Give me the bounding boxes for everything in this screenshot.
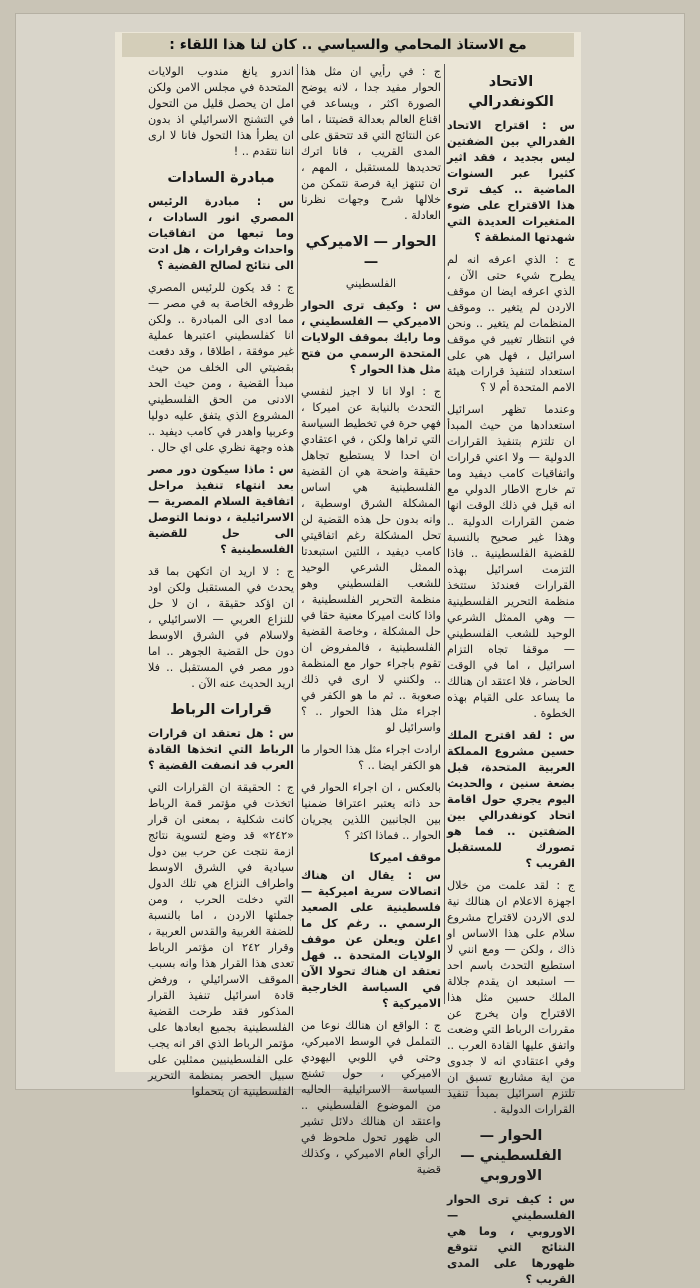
question: س : مبادرة الرئيس المصري انور السادات ، وما تبعها من اتفاقيات واحداث وقرارات ، هل ادت الى نتائج لصالح القضية ؟	[148, 195, 294, 272]
answer: ج : الذي اعرفه انه لم يطرح شيء حتى الآن ، الذي اعرفه ايضا ان موقف الاردن لم يتغير .. وموقف المنظمات لم يتغير .. ونحن في انتظار تغيير في موقف اسرائيل ، فهل هي على استعداد لتنفيذ قرارات هيئة الامم المتحدة أم لا ؟	[447, 253, 575, 394]
article-headline: مع الاستاذ المحامي والسياسي .. كان لنا هذا اللقاء :	[122, 33, 574, 57]
question: س : يقال ان هناك اتصالات سرية اميركية — فلسطينية على الصعيد الرسمي .. رغم كل ما اعلن ويعلن عن موقف الولايات المتحدة .. فهل تعتقد ان هناك تحولا الآن في السياسة الخارجية الاميركية ؟	[301, 869, 441, 1010]
column-left	[148, 64, 294, 1098]
question: س : اقتراح الاتحاد الفدرالي بين الضفتين ليس بجديد ، فقد اثير كثيرا عبر السنوات الماضية .. كيف ترى هذا الاقتراح على ضوء المتغيرات العديدة التي شهدتها المنطقة ؟	[447, 119, 575, 244]
column-middle	[301, 64, 441, 1176]
answer: ج : لقد علمت من خلال اجهزة الاعلام ان هنالك نية لدى الاردن لاقتراح مشروع سلام على هذا الاساس او ذاك ، ولكن — ومع انني لا استطيع التحدث باسم احد — استبعد ان يقدم جلالة الملك حسين مثل هذا الاقتراح وان يخرج عن مقررات الرباط التي وضعت واتفق عليها القادة العرب .. وفي اعتقادي انه لا جدوى من اية مشاريع تسبق ان تلتزم اسرائيل بمبدأ تنفيذ القرارات الدولية .	[447, 879, 575, 1116]
answer: ج : اولا انا لا اجيز لنفسي التحدث بالنيابة عن اميركا ، فهي حرة في تخطيط السياسة التي تراها ولكن ، في اعتقادي ان احدا لا يستطيع تجاهل حقيقة واضحة هي ان القضية الفلسطينية هي اساس المشكلة الشرق اوسطية ، وانه بدون حل هذه القضية لن تحل المشكلة رغم اتفاقيتي كامب ديفيد ، اللتين استبعدتا الممثل الشرعي الوحيد للشعب الفلسطيني وهو منظمة التحرير الفلسطينية ، واذا كانت اميركا معنية حقا في حل المشكلة ، وخاصة القضية الفلسطينية ، فالمفروض ان تقوم باجراء حوار مع المنظمة .. ولكنني لا ارى في ذلك صعوبة .. ثم ما هو الكفر في اجراء مثل هذا الحوار .. ؟ واسرائيل لو	[301, 385, 441, 734]
answer: ج : قد يكون للرئيس المصري ظروفه الخاصة به في مصر — مما ادى الى المبادرة .. ولكن انا كفلسطيني اعتبرها عملية غير موفقة ، اطلاقا ، وقد دفعت بقضيتي الى الخلف من حيث مبدأ القضية ، ومن حيث الحد الادنى من الحق الفلسطيني المشروع الذي يتفق عليه دوليا وعربيا واهدر في كامب ديفيد .. هذه وجهة نظري على اي حال .	[148, 281, 294, 454]
answer: ج : الحقيقة ان القرارات التي اتخذت في مؤتمر قمة الرباط كانت شكلية ، بمعنى ان قرار «٢٤٢» قد وضع لتسوية نتائج ازمة نتجت عن حرب بين دول سيادية في الشرق الاوسط واطراف النزاع هي تلك الدول التي دخلت الحرب ، ومن جملتها الاردن ، اما بالنسبة للضفة الغربية والقدس العربية ، وقرار ٢٤٢ ان مؤتمر الرباط تعدى هذا القرار هذا وانه بسبب الموقف الاسرائيلي ، ورفض قادة اسرائيل تنفيذ القرار المذكور فقد طرحت القضية الفلسطينية بجميع ابعادها على مؤتمر الرباط الذي اقر انه يجب على الفلسطينيين ممثلين على سبيل الحصر بمنظمة التحرير الفلسطينية ان يتحملوا	[148, 781, 294, 1098]
section-heading: الاتحاد الكونفدرالي	[468, 74, 554, 110]
answer: ج : لا اريد ان اتكهن بما قد يحدث في المستقبل ولكن اود ان اؤكد حقيقة ، ان لا حل للنزاع العربي — الاسرائيلي ، ولاسلام في الشرق الاوسط دون حل القضية الجوهر .. اما دور مصر في المستقبل .. فلا اريد الحديث عنه الآن .	[148, 565, 294, 690]
answer: بالعكس ، ان اجراء الحوار في حد ذاته يعتبر اعترافا ضمنيا بين الجانبين اللذين يجريان الحوار .. فماذا اكثر ؟	[301, 781, 441, 842]
answer: ج : في رأيي ان مثل هذا الحوار مفيد جدا ، لانه يوضح الصورة اكثر ، ويساعد في اقناع العالم بعدالة قضيتنا ، اما عن النتائج التي قد تتحقق على المدى القريب ، فانا اترك تحديدها للمستقبل ، المهم ، ان تنتهز اية فرصة نتمكن من خلالها شرح وجهات نظرنا العادلة .	[301, 65, 441, 222]
answer: ارادت اجراء مثل هذا الحوار ما هو الكفر ايضا .. ؟	[301, 743, 441, 772]
answer: ج : الواقع ان هنالك نوعا من التململ في الوسط الاميركي، وحتى في اللوبي اليهودي الاميركي ، حول تشنج السياسة الاسرائيلية الحاليه من الموضوع الفلسطيني .. واعتقد ان هنالك دلائل تشير الى ظهور تحول ملحوظ في الرأي العام الاميركي ، وكذلك قضية	[301, 1019, 441, 1176]
column-rule	[297, 64, 298, 984]
section-heading: الحوار — الفلسطيني — الاوروبي	[460, 1128, 562, 1184]
column-right	[447, 64, 575, 1286]
column-rule	[444, 64, 445, 1004]
section-label: موقف اميركا	[369, 851, 441, 864]
section-subheading: الفلسطيني	[345, 277, 397, 290]
section-heading: مبادرة السادات	[167, 170, 275, 186]
section-heading: الحوار — الاميركي —	[305, 234, 437, 270]
question: س : ماذا سيكون دور مصر بعد انتهاء تنفيذ مراحل اتفاقية السلام المصرية — الاسرائيلية ، دونما التوصل الى حل للقضية الفلسطينية ؟	[148, 463, 294, 556]
question: س : هل تعتقد ان قرارات الرباط التي اتخذها القادة العرب قد انصفت القضية ؟	[148, 727, 294, 772]
question: س : لقد اقترح الملك حسين مشروع المملكة العربية المتحدة، قبل بضعة سنين ، والحديث اليوم يجري حول اقامة اتحاد كونفدرالي بين الضفتين .. فما هو تصورك للمستقبل القريب ؟	[447, 729, 575, 870]
section-heading: قرارات الرباط	[170, 702, 272, 718]
question: س : وكيف ترى الحوار الاميركي — الفلسطيني ، وما رايك بموقف الولايات المتحدة الرسمي من فتح مثل هذا الحوار ؟	[301, 299, 441, 376]
question: س : كيف ترى الحوار الفلسطيني — الاوروبي ، وما هي النتائج التي تتوقع ظهورها على المدى القريب ؟	[447, 1193, 575, 1286]
answer: وعندما تظهر اسرائيل استعدادها من حيث المبدأ ان تلتزم بتنفيذ القرارات الدولية — ولا اعني قرارات واتفاقيات كامب ديفيد وما تم خارج الاطار الدولي مع انه قيل في ذلك الوقت انها ضمن القرارات الدولية .. وهذا غير صحيح بالنسبة للقضية الفلسطينية .. فاذا التزمت اسرائيل بهذه القرارات فعندئذ ستتخذ منظمة التحرير الفلسطينية — وهي الممثل الشرعي الوحيد للشعب الفلسطيني — موقفا تجاه التزام اسرائيل ، اما في الوقت الحاضر ، فلا اعتقد ان هنالك ما يساعد على القيام بهذه الخطوة .	[447, 403, 575, 720]
answer: اندرو يانغ مندوب الولايات المتحدة في مجلس الامن ولكن امل ان يحصل قليل من التحول في التشنج الاسرائيلي اذ بدون ان يطرأ هذا التحول فانا لا ارى اننا نتقدم .. !	[148, 65, 294, 158]
